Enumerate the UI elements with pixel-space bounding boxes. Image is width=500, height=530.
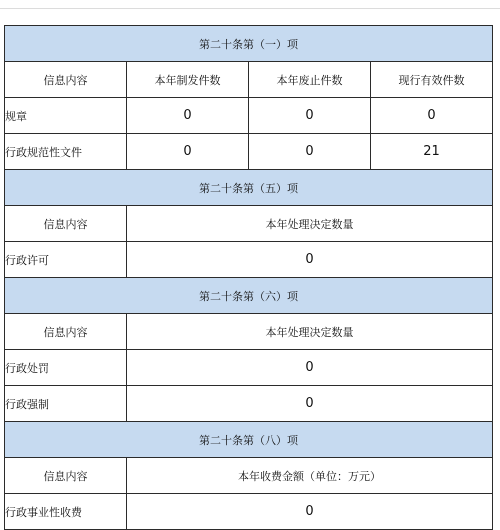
row-value: 0 <box>127 386 493 422</box>
row-label: 规章 <box>5 98 127 134</box>
column-header: 信息内容 <box>5 458 127 494</box>
row-value: 0 <box>371 98 493 134</box>
column-header-row <box>5 458 493 494</box>
row-label: 行政强制 <box>5 386 127 422</box>
disclosure-table <box>4 25 493 530</box>
row-value: 0 <box>127 350 493 386</box>
column-header: 本年处理决定数量 <box>127 314 493 350</box>
column-header: 本年处理决定数量 <box>127 206 493 242</box>
section-title: 第二十条第（六）项 <box>5 278 493 314</box>
column-header: 本年制发件数 <box>127 62 249 98</box>
section-header-row <box>5 422 493 458</box>
table-row <box>5 386 493 422</box>
column-header-row <box>5 314 493 350</box>
table-row <box>5 242 493 278</box>
row-value: 0 <box>127 134 249 170</box>
table-row <box>5 350 493 386</box>
column-header: 信息内容 <box>5 206 127 242</box>
row-label: 行政事业性收费 <box>5 494 127 530</box>
row-value: 0 <box>249 134 371 170</box>
table-row <box>5 494 493 530</box>
column-header: 本年收费金额（单位：万元） <box>127 458 493 494</box>
row-label: 行政规范性文件 <box>5 134 127 170</box>
row-value: 0 <box>127 242 493 278</box>
column-header-row <box>5 62 493 98</box>
column-header: 信息内容 <box>5 62 127 98</box>
table-row <box>5 98 493 134</box>
row-label: 行政处罚 <box>5 350 127 386</box>
section-header-row <box>5 26 493 62</box>
row-label: 行政许可 <box>5 242 127 278</box>
section-title: 第二十条第（五）项 <box>5 170 493 206</box>
column-header: 信息内容 <box>5 314 127 350</box>
section-header-row <box>5 278 493 314</box>
section-title: 第二十条第（一）项 <box>5 26 493 62</box>
section-header-row <box>5 170 493 206</box>
top-divider <box>0 8 500 9</box>
row-value: 21 <box>371 134 493 170</box>
row-value: 0 <box>127 494 493 530</box>
column-header: 本年废止件数 <box>249 62 371 98</box>
column-header-row <box>5 206 493 242</box>
row-value: 0 <box>127 98 249 134</box>
table-row <box>5 134 493 170</box>
section-title: 第二十条第（八）项 <box>5 422 493 458</box>
column-header: 现行有效件数 <box>371 62 493 98</box>
row-value: 0 <box>249 98 371 134</box>
